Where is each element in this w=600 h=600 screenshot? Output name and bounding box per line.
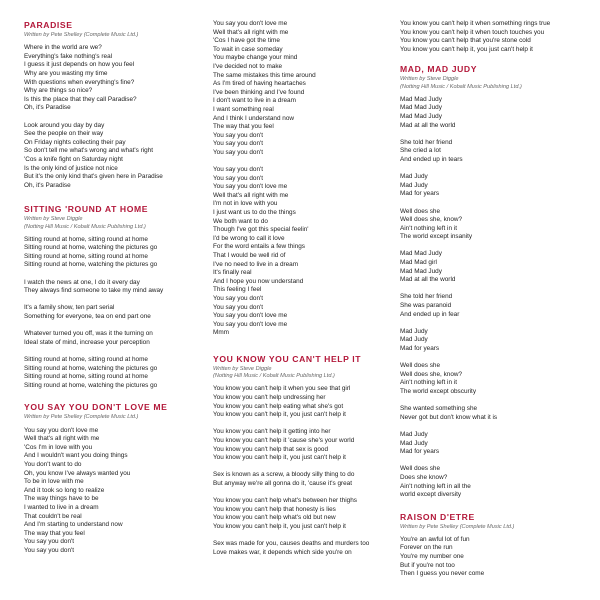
lyric-line: Why are things so nice? xyxy=(24,87,93,95)
lyric-line: Mad Mad girl xyxy=(400,259,437,267)
lyric-line: Mad Judy xyxy=(400,181,428,189)
lyric-line: Something for everyone, tea on end part one xyxy=(24,313,151,321)
lyric-line: Sitting round at home, watching the pictures go xyxy=(24,364,158,372)
lyric-line: But if you're not too xyxy=(400,561,455,569)
song-block xyxy=(24,20,210,190)
lyric-line: Mad Judy xyxy=(400,439,428,447)
lyrics-column-1 xyxy=(24,20,210,556)
lyric-line: And ended up in tears xyxy=(400,155,463,163)
lyric-line: She told her friend xyxy=(400,293,453,301)
stanza-gap xyxy=(24,113,210,122)
song-credit xyxy=(24,216,210,230)
lyric-line: The world except obscurity xyxy=(400,387,477,395)
stanza-gap xyxy=(400,165,586,174)
lyric-line: She cried a lot xyxy=(400,147,441,155)
stanza-gap xyxy=(400,397,586,406)
lyric-line: They always find someone to take my mind away xyxy=(24,287,164,295)
stanza-gap xyxy=(213,463,399,472)
lyric-line: Well does she, know? xyxy=(400,216,463,224)
lyric-line: Ain't nothing left in it xyxy=(400,379,457,387)
song-block xyxy=(400,64,586,499)
lyric-line: You know you can't help eating what she's got xyxy=(213,402,344,410)
stanza-gap xyxy=(24,347,210,356)
lyric-line: Sitting round at home, sitting round at home xyxy=(24,373,148,381)
lyric-line: You say you don't love me xyxy=(213,320,288,328)
lyric-line: Oh, you know I've always wanted you xyxy=(24,469,131,477)
lyric-line: You know you can't help that you're stone cold xyxy=(400,37,531,45)
lyric-line: Look around you day by day xyxy=(24,121,105,129)
lyric-line: 'Cos a knife fight on Saturday night xyxy=(24,155,123,163)
lyric-line: Love makes war, it depends which side you're on xyxy=(213,548,352,556)
lyric-line: Well does she, know? xyxy=(400,370,463,378)
stanza-gap xyxy=(400,130,586,139)
stanza-gap xyxy=(400,319,586,328)
song-credit xyxy=(400,524,586,531)
lyric-line: We both want to do xyxy=(213,217,268,225)
lyric-line: I'd be wrong to call it love xyxy=(213,234,285,242)
lyric-line: I've decided not to make xyxy=(213,62,283,70)
lyric-line: She wanted something she xyxy=(400,405,478,413)
lyric-line: Mad Judy xyxy=(400,173,428,181)
lyric-line: You say you don't xyxy=(213,131,264,139)
lyric-line: Why are you wasting my time xyxy=(24,69,108,77)
lyric-line: 'Cos I have got the time xyxy=(213,37,280,45)
lyric-line: I guess it just depends on how you feel xyxy=(24,61,135,69)
lyric-line: Sitting round at home, watching the pictures go xyxy=(24,244,158,252)
lyric-line: 'Cos I'm in love with you xyxy=(24,443,93,451)
stanza-gap xyxy=(213,158,399,167)
lyric-line: You say you don't xyxy=(213,295,264,302)
lyric-line: It's finally real xyxy=(213,269,252,277)
credit-line: (Notting Hill Music / Kobalt Music Publishing Ltd.) xyxy=(213,373,335,380)
song-title: RAISON D'ETRE xyxy=(400,511,475,522)
song-block xyxy=(213,20,399,338)
lyric-line: Mad for years xyxy=(400,448,440,456)
lyric-line: Mad Judy xyxy=(400,327,428,335)
lyric-line: Mad Mad Judy xyxy=(400,104,442,112)
lyric-line: The same mistakes this time around xyxy=(213,71,316,79)
song-title: YOU KNOW YOU CAN'T HELP IT xyxy=(213,353,362,364)
lyric-line: You say you don't xyxy=(24,546,75,554)
song-block xyxy=(400,20,586,54)
lyric-line: You maybe change your mind xyxy=(213,54,298,62)
credit-line: Written by Steve Diggle xyxy=(213,365,272,372)
lyric-line: You say you don't xyxy=(213,174,264,182)
lyric-line: With questions when everything's fine? xyxy=(24,78,135,86)
lyric-line: Ideal state of mind, increase your perception xyxy=(24,338,150,346)
lyric-line: world except diversity xyxy=(400,491,462,499)
lyric-line: Mad for years xyxy=(400,345,440,352)
lyric-line: You know you can't help it getting into her xyxy=(213,428,331,436)
lyric-line: You know you can't help it, you just can't help it xyxy=(213,411,346,419)
lyric-line: You know you can't help it when you see that girl xyxy=(213,385,351,393)
lyric-line: Whatever turned you off, was it the turning on xyxy=(24,330,153,338)
lyric-line: I don't want to live in a dream xyxy=(213,97,296,105)
lyric-line: I've no need to live in a dream xyxy=(213,260,299,268)
stanza-gap xyxy=(400,285,586,294)
lyric-line: Well does she xyxy=(400,465,441,473)
lyric-line: You don't want to do xyxy=(24,460,82,468)
credit-line: Written by Pete Shelley (Complete Music Ltd.) xyxy=(400,523,515,530)
lyrics-column-2 xyxy=(213,20,399,557)
credit-line: Written by Steve Diggle xyxy=(400,76,459,83)
lyric-line: Sitting round at home, sitting round at home xyxy=(24,356,148,364)
lyric-line: You say you don't love me xyxy=(24,426,99,434)
lyric-line: You say you don't love me xyxy=(213,183,288,191)
lyric-line: This feeling I feel xyxy=(213,286,262,294)
stanza-gap xyxy=(400,199,586,208)
song-block xyxy=(24,402,210,555)
lyric-line: I've been thinking and I've found xyxy=(213,88,305,96)
song-credit xyxy=(213,366,399,380)
credit-line: Written by Steve Diggle xyxy=(24,216,83,223)
lyric-line: Mmm xyxy=(213,329,229,337)
stanza-gap xyxy=(24,270,210,279)
lyric-line: Ain't nothing left in it xyxy=(400,224,457,232)
lyric-line: Oh, it's Paradise xyxy=(24,104,71,112)
lyric-line: Well does she xyxy=(400,362,441,370)
song-credit xyxy=(400,76,586,90)
lyric-line: And I think I understand now xyxy=(213,114,295,122)
lyric-line: I just want us to do the things xyxy=(213,209,296,217)
lyric-line: Does she know? xyxy=(400,473,448,481)
lyric-line: You know you can't help it when something rings true xyxy=(400,20,551,27)
lyric-line: But it's the only kind that's given here in Paradise xyxy=(24,173,163,181)
lyric-line: To be in love with me xyxy=(24,478,84,486)
song-title: YOU SAY YOU DON'T LOVE ME xyxy=(24,402,168,413)
lyric-line: You know you can't help it, you just can't help it xyxy=(213,522,346,530)
lyric-line: Is this the place that they call Paradise? xyxy=(24,95,137,103)
song-title: SITTING 'ROUND AT HOME xyxy=(24,204,149,215)
song-block xyxy=(24,204,210,390)
lyric-line: And ended up in fear xyxy=(400,310,460,318)
lyric-line: Mad at all the world xyxy=(400,276,456,284)
song-title: MAD, MAD JUDY xyxy=(400,64,478,75)
lyric-line: You know you can't help undressing her xyxy=(213,393,326,401)
lyric-line: Sitting round at home, watching the pictures go xyxy=(24,261,158,269)
credit-line: Written by Pete Shelley (Complete Music Ltd.) xyxy=(24,32,139,38)
stanza-gap xyxy=(24,296,210,305)
lyric-line: I wanted to live in a dream xyxy=(24,503,99,511)
song-title: PARADISE xyxy=(24,20,73,30)
lyric-line: Mad at all the world xyxy=(400,121,456,129)
song-block xyxy=(213,354,399,557)
lyric-line: You say you don't xyxy=(213,148,264,156)
lyric-line: See the people on their way xyxy=(24,130,104,138)
lyric-line: I want something real xyxy=(213,105,274,113)
stanza-gap xyxy=(213,531,399,540)
lyric-line: Though I've got this special feelin' xyxy=(213,226,309,234)
lyric-line: Well that's all right with me xyxy=(213,28,289,36)
lyric-line: You say you don't love me xyxy=(213,20,288,27)
lyric-line: I'm not in love with you xyxy=(213,200,278,208)
lyric-line: Sitting round at home, sitting round at home xyxy=(24,252,148,260)
lyric-line: The world except insanity xyxy=(400,233,473,241)
lyric-line: You know you can't help what's old but new xyxy=(213,514,336,522)
stanza-gap xyxy=(400,422,586,431)
lyric-line: Sitting round at home, watching the pictures go xyxy=(24,381,158,389)
lyric-line: She was paranoid xyxy=(400,302,452,310)
lyric-line: Mad Judy xyxy=(400,336,428,344)
lyric-line: Never got but don't know what it is xyxy=(400,413,498,421)
lyric-line: You say you don't love me xyxy=(213,312,288,320)
lyric-line: And I wouldn't want you doing things xyxy=(24,452,128,460)
lyric-line: Then I guess you never come xyxy=(400,570,485,578)
lyric-line: Sitting round at home, sitting round at home xyxy=(24,235,148,243)
lyric-line: Mad for years xyxy=(400,190,440,198)
lyric-line: Ain't nothing left in all the xyxy=(400,482,471,490)
song-block xyxy=(400,512,586,579)
stanza-gap xyxy=(24,322,210,331)
lyric-line: You say you don't xyxy=(213,166,264,174)
stanza-gap xyxy=(400,354,586,363)
lyric-line: That couldn't be real xyxy=(24,512,82,520)
lyric-line: The way things have to be xyxy=(24,495,99,503)
lyric-line: And I'm starting to understand now xyxy=(24,521,123,529)
lyric-line: The way that you feel xyxy=(24,529,85,537)
lyric-line: You say you don't xyxy=(24,538,75,546)
lyric-line: You know you can't help what's between her thighs xyxy=(213,497,357,505)
lyric-line: Sex was made for you, causes deaths and murders too xyxy=(213,540,370,548)
stanza-gap xyxy=(400,457,586,466)
lyric-line: Mad Mad Judy xyxy=(400,95,442,103)
lyric-line: I watch the news at one, I do it every day xyxy=(24,278,140,286)
lyric-line: Well that's all right with me xyxy=(24,435,100,443)
lyric-line: Mad Mad Judy xyxy=(400,112,442,120)
lyric-line: Mad Mad Judy xyxy=(400,267,442,275)
lyric-line: It's a family show, ten part serial xyxy=(24,304,115,312)
song-credit xyxy=(24,414,210,421)
stanza-gap xyxy=(400,242,586,251)
lyric-line: That I would be well rid of xyxy=(213,252,286,260)
lyric-line: You know you can't help that honesty is lies xyxy=(213,505,336,513)
lyric-line: She told her friend xyxy=(400,138,453,146)
stanza-gap xyxy=(213,489,399,498)
stanza-gap xyxy=(213,420,399,429)
lyric-line: You say you don't xyxy=(213,303,264,311)
credit-line: (Notting Hill Music / Kobalt Music Publishing Ltd.) xyxy=(400,83,522,90)
credit-line: (Notting Hill Music / Kobalt Music Publishing Ltd.) xyxy=(24,223,146,230)
lyric-line: You say you don't xyxy=(213,140,264,148)
lyric-line: You know you can't help it, you just can't help it xyxy=(213,454,346,462)
lyric-line: Well that's all right with me xyxy=(213,191,289,199)
lyric-line: So don't tell me what's wrong and what's right xyxy=(24,147,154,155)
lyric-line: You're my number one xyxy=(400,553,464,561)
lyric-line: To wait in case someday xyxy=(213,45,283,53)
lyric-line: On Friday nights collecting their pay xyxy=(24,138,126,146)
lyric-line: Mad Judy xyxy=(400,430,428,438)
lyric-line: You know you can't help that sex is good xyxy=(213,445,329,453)
credit-line: Written by Pete Shelley (Complete Music Ltd.) xyxy=(24,414,139,421)
lyric-line: The way that you feel xyxy=(213,123,274,131)
lyric-line: For the word entails a few things xyxy=(213,243,305,251)
lyric-line: Oh, it's Paradise xyxy=(24,181,71,189)
lyric-line: Mad Mad Judy xyxy=(400,250,442,258)
lyric-line: Sex is known as a screw, a bloody silly thing to do xyxy=(213,471,355,479)
lyric-line: Forever on the run xyxy=(400,544,453,552)
lyric-line: And it took so long to realize xyxy=(24,486,105,494)
lyric-line: Is the only kind of justice not nice xyxy=(24,164,118,172)
lyrics-column-3 xyxy=(400,20,586,579)
lyric-line: You're an awful lot of fun xyxy=(400,535,470,543)
lyric-line: Where in the world are we? xyxy=(24,44,102,52)
lyric-line: And I hope you now understand xyxy=(213,277,304,285)
lyric-line: You know you can't help it when touch touches you xyxy=(400,28,545,36)
lyric-line: As I'm tired of having heartaches xyxy=(213,80,306,88)
lyric-line: But anyway we're all gonna do it, 'cause it's great xyxy=(213,479,353,487)
lyric-line: You know you can't help it 'cause she's your world xyxy=(213,436,355,444)
lyric-line: Well does she xyxy=(400,207,441,215)
lyric-line: You know you can't help it, you just can't help it xyxy=(400,45,533,53)
song-credit xyxy=(24,32,210,39)
lyric-line: Everything's fake nothing's real xyxy=(24,52,113,60)
